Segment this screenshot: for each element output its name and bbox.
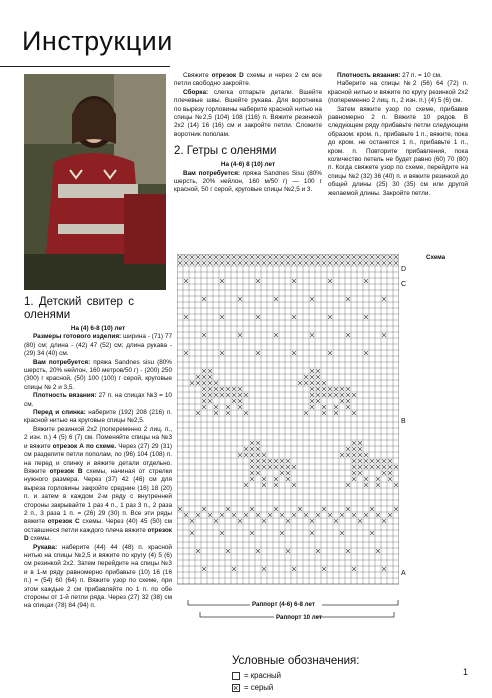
rapport-brackets bbox=[182, 598, 402, 628]
legend-item-grey bbox=[232, 683, 273, 692]
front-back-paragraph: Перед и спинка: наберите (192) 208 (216) п. красной нитью на круговые спицы №2,5. bbox=[24, 409, 172, 425]
gaiters-ages: На (4-6) 8 (10) лет bbox=[220, 161, 276, 169]
legend-label-grey: = серый bbox=[244, 683, 274, 692]
left-column bbox=[24, 296, 172, 611]
legend-item-red bbox=[232, 671, 281, 680]
page-title: Инструкции bbox=[22, 26, 173, 56]
sleeves-paragraph: Рукава: наберите (44) 44 (48) п. красной нитью на спицы №2,5 и вяжите по кругу (4) 5 (6) см резинкой 2х2. Затем перейдите на спицы №3 и в 1-м ряду равномерно прибавьте (10) 16 (16 п.) = (54) 60 (64) п. Вяжите узор по схеме, при этом каждые 2 см прибавляйте по 1 п. по обе стороны от 1-й петли ряда. Через (27) 32 (38) см на спицах (78) 84 (94) п. bbox=[24, 543, 172, 610]
row-letter-d: D bbox=[401, 266, 407, 273]
legend-label-red: = красный bbox=[244, 671, 281, 680]
sweater-gauge-paragraph: Плотность вязания: 27 п. на спицах №3 = 10 см. bbox=[24, 392, 172, 408]
title-divider bbox=[0, 66, 170, 67]
page-number: 1 bbox=[463, 667, 469, 677]
child-photo-illustration bbox=[24, 74, 166, 290]
sweater-materials-paragraph: Вам потребуется: пряжа Sandnes sisu (80% шерсть, 20% нейлон, 160 метров/50 г) - (200) 250 (300) г красной, (50) 100 (100) г серой, круговые спицы № 2 и 3,5. bbox=[24, 358, 172, 391]
knitting-chart-grid bbox=[177, 254, 399, 594]
legend-title: Условные обозначения: bbox=[232, 655, 360, 667]
child-photo bbox=[24, 74, 166, 290]
empty-square-icon bbox=[232, 672, 240, 680]
cross-square-icon bbox=[232, 684, 240, 692]
knitting-chart bbox=[177, 254, 399, 599]
sleeve-finish-paragraph: Свяжите отрезок D схемы и через 2 см все петли свободно закройте. bbox=[174, 72, 322, 88]
sweater-size-paragraph: Размеры готового изделия: ширина - (71) 77 (80) см; длина - (42) 47 (52) см; длина рукава - (29) 34 (40) см. bbox=[24, 333, 172, 358]
section-title-gaiters: 2. Гетры с оленями bbox=[174, 145, 277, 158]
chart-label: Схема bbox=[426, 254, 446, 261]
front-back-details-paragraph: Вяжите резинкой 2х2 (попеременно 2 лиц. п., 2 изн. п.) 4 (5) 6 (7) см. Поменяйте спицы на №3 и вяжите отрезок А по схеме. Через (27) 29 (31) см разделите петли пополам, по (96) 104 (108) п. на перед и спинку и вяжите детали отдельно. Вяжите отрезок В схемы, начиная от стрелки нужного размера. Через (37) 42 (46) см для выреза горловины закройте средние (16) 18 (20) п. и затем в каждом 2-м ряду с внутренней стороны закрывайте 1 раз 4 п., 1 раз 3 п., 2 раза 2 п., 3 раза 1 п. = (26) 29 (30) п. Все эти ряды вяжите отрезок С схемы. Через (40) 45 (50) см оставшиеся петли каждого плеча вяжите отрезок D схемы. bbox=[24, 425, 173, 543]
gaiters-cast-on-paragraph: Наберите на спицы №2 (56) 64 (72) п. красной нитью и вяжите по кругу резинкой 2х2 (попеременно 2 лиц. п., 2 изн. п.) (4) 5 (6) см. bbox=[328, 80, 468, 105]
chart-frame bbox=[177, 254, 399, 584]
row-letter-a: A bbox=[401, 570, 406, 577]
row-letter-c: C bbox=[401, 281, 407, 288]
row-letter-b: B bbox=[401, 418, 406, 425]
middle-column bbox=[174, 72, 322, 195]
gaiters-pattern-paragraph: Затем вяжите узор по схеме, прибавив равномерно 2 п. Вяжите 10 рядов. В следующем ряду прибавьте петли следующим образом: кром. п., прибавьте 1 п., вяжите, пока до кром. не останется 1 п., прибавьте 1 п., кром. п. Повторите прибавления, пока количество петель не будет равно (60) 70 (80) п. Когда свяжете узор по схеме, перейдите на спицы №2 (32) 36 (40) п. и вяжите резинкой до общей длины (25) 30 (35) см или другой желаемой длины. Закройте петли. bbox=[328, 105, 468, 197]
assembly-paragraph: Сборка: слегка отпарьте детали. Вшейте плечевые швы. Вшейте рукава. Для воротника по вырезу горловины наберите красной нитью на спицы №2,5 (104) 108 (116) п. Вяжите резинкой 2х2 (14) 16 (16) см и закройте петли. Сложите воротник пополам. bbox=[174, 88, 322, 138]
sweater-ages: На (4) 6-8 (10) лет bbox=[70, 325, 126, 332]
section-title-sweater: 1. Детский свитер с оленями bbox=[24, 296, 134, 321]
rapport-label-2: Раппорт 10 лет bbox=[276, 614, 323, 621]
gaiters-materials-paragraph: Вам потребуется: пряжа Sandnes Sisu (80% шерсть, 20% нейлон, 160 м/50 г) — 100 г красной, 50 г серой, круговые спицы №2,5 и 3. bbox=[174, 169, 322, 194]
gaiters-gauge-paragraph: Плотность вязания: 27 п. = 10 см. bbox=[337, 72, 442, 79]
rapport-label-1: Раппорт (4-6) 6-8 лет bbox=[252, 601, 315, 608]
right-column bbox=[328, 72, 468, 198]
